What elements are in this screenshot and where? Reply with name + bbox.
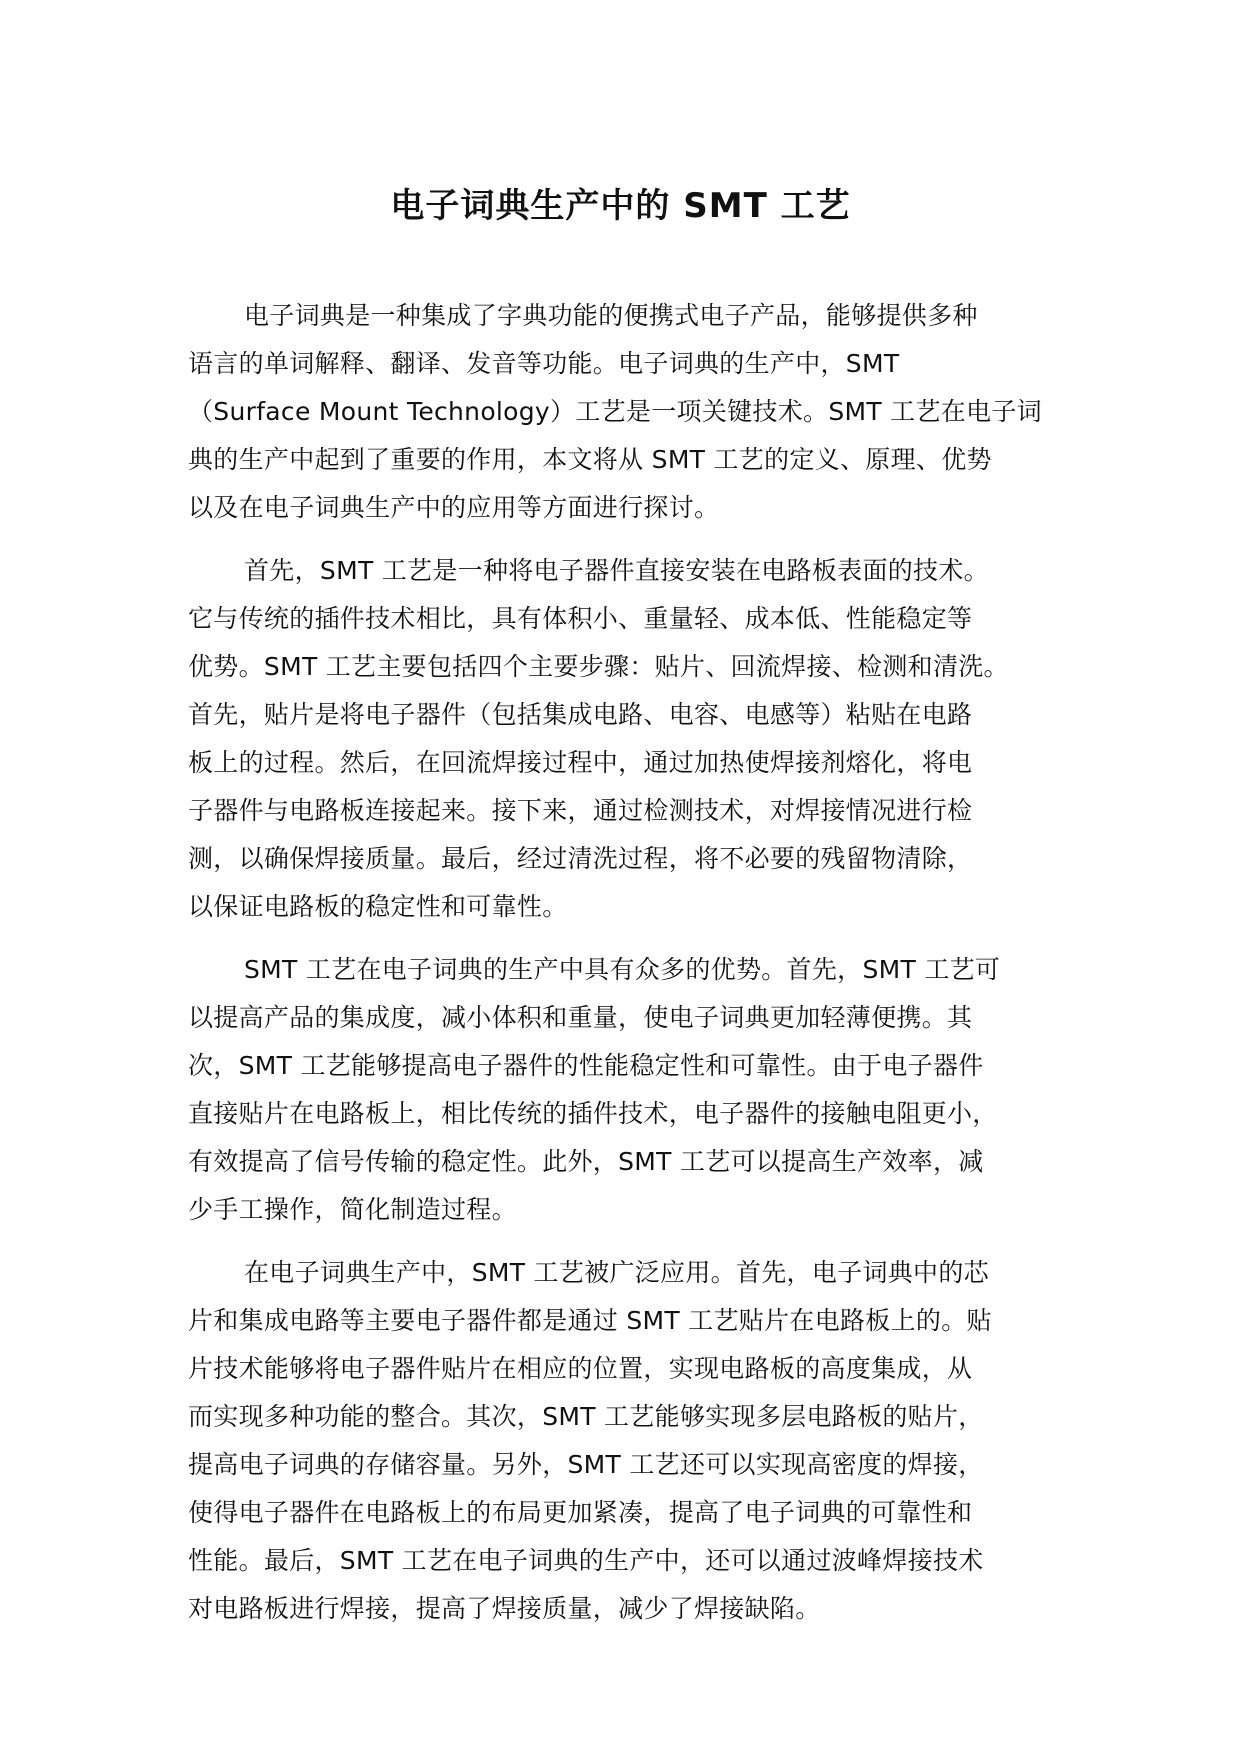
text-line: 子器件与电路板连接起来。接下来，通过检测技术，对焊接情况进行检 (188, 796, 973, 825)
text-line: 以及在电子词典生产中的应用等方面进行探讨。 (188, 493, 720, 522)
text-line: 而实现多种功能的整合。其次，SMT 工艺能够实现多层电路板的贴片， (188, 1402, 984, 1431)
document-body (188, 292, 1088, 1633)
paragraph-3 (188, 946, 1088, 1234)
text-line: 以保证电路板的稳定性和可靠性。 (188, 892, 568, 921)
text-line: SMT 工艺在电子词典的生产中具有众多的优势。首先，SMT 工艺可 (244, 955, 1001, 984)
text-line: 有效提高了信号传输的稳定性。此外，SMT 工艺可以提高生产效率，减 (188, 1147, 984, 1176)
text-line: 首先，SMT 工艺是一种将电子器件直接安装在电路板表面的技术。 (244, 556, 989, 585)
text-line: 片技术能够将电子器件贴片在相应的位置，实现电路板的高度集成，从 (188, 1354, 973, 1383)
text-line: 直接贴片在电路板上，相比传统的插件技术，电子器件的接触电阻更小， (188, 1099, 998, 1128)
text-line: 对电路板进行焊接，提高了焊接质量，减少了焊接缺陷。 (188, 1594, 821, 1623)
paragraph-2 (188, 547, 1088, 931)
text-line: 性能。最后，SMT 工艺在电子词典的生产中，还可以通过波峰焊接技术 (188, 1546, 984, 1575)
text-line: 首先，贴片是将电子器件（包括集成电路、电容、电感等）粘贴在电路 (188, 700, 973, 729)
text-line: 片和集成电路等主要电子器件都是通过 SMT 工艺贴片在电路板上的。贴 (188, 1306, 992, 1335)
paragraph-4 (188, 1249, 1088, 1633)
text-line: 次，SMT 工艺能够提高电子器件的性能稳定性和可靠性。由于电子器件 (188, 1051, 984, 1080)
document-title: 电子词典生产中的 SMT 工艺 (390, 186, 851, 226)
text-line: 典的生产中起到了重要的作用，本文将从 SMT 工艺的定义、原理、优势 (188, 445, 992, 474)
text-line: 测，以确保焊接质量。最后，经过清洗过程，将不必要的残留物清除， (188, 844, 973, 873)
text-line: 在电子词典生产中，SMT 工艺被广泛应用。首先，电子词典中的芯 (244, 1258, 989, 1287)
paragraph-1 (188, 292, 1088, 532)
text-line: 它与传统的插件技术相比，具有体积小、重量轻、成本低、性能稳定等 (188, 604, 973, 633)
text-line: （Surface Mount Technology）工艺是一项关键技术。SMT 工艺在电子词 (188, 397, 1042, 426)
text-line: 语言的单词解释、翻译、发音等功能。电子词典的生产中，SMT (188, 349, 900, 378)
text-line: 少手工操作，简化制造过程。 (188, 1195, 517, 1224)
text-line: 电子词典是一种集成了字典功能的便携式电子产品，能够提供多种 (244, 301, 978, 330)
text-line: 以提高产品的集成度，减小体积和重量，使电子词典更加轻薄便携。其 (188, 1003, 973, 1032)
text-line: 使得电子器件在电路板上的布局更加紧凑，提高了电子词典的可靠性和 (188, 1498, 973, 1527)
text-line: 提高电子词典的存储容量。另外，SMT 工艺还可以实现高密度的焊接， (188, 1450, 984, 1479)
text-line: 优势。SMT 工艺主要包括四个主要步骤：贴片、回流焊接、检测和清洗。 (188, 652, 1009, 681)
text-line: 板上的过程。然后，在回流焊接过程中，通过加热使焊接剂熔化，将电 (188, 748, 973, 777)
